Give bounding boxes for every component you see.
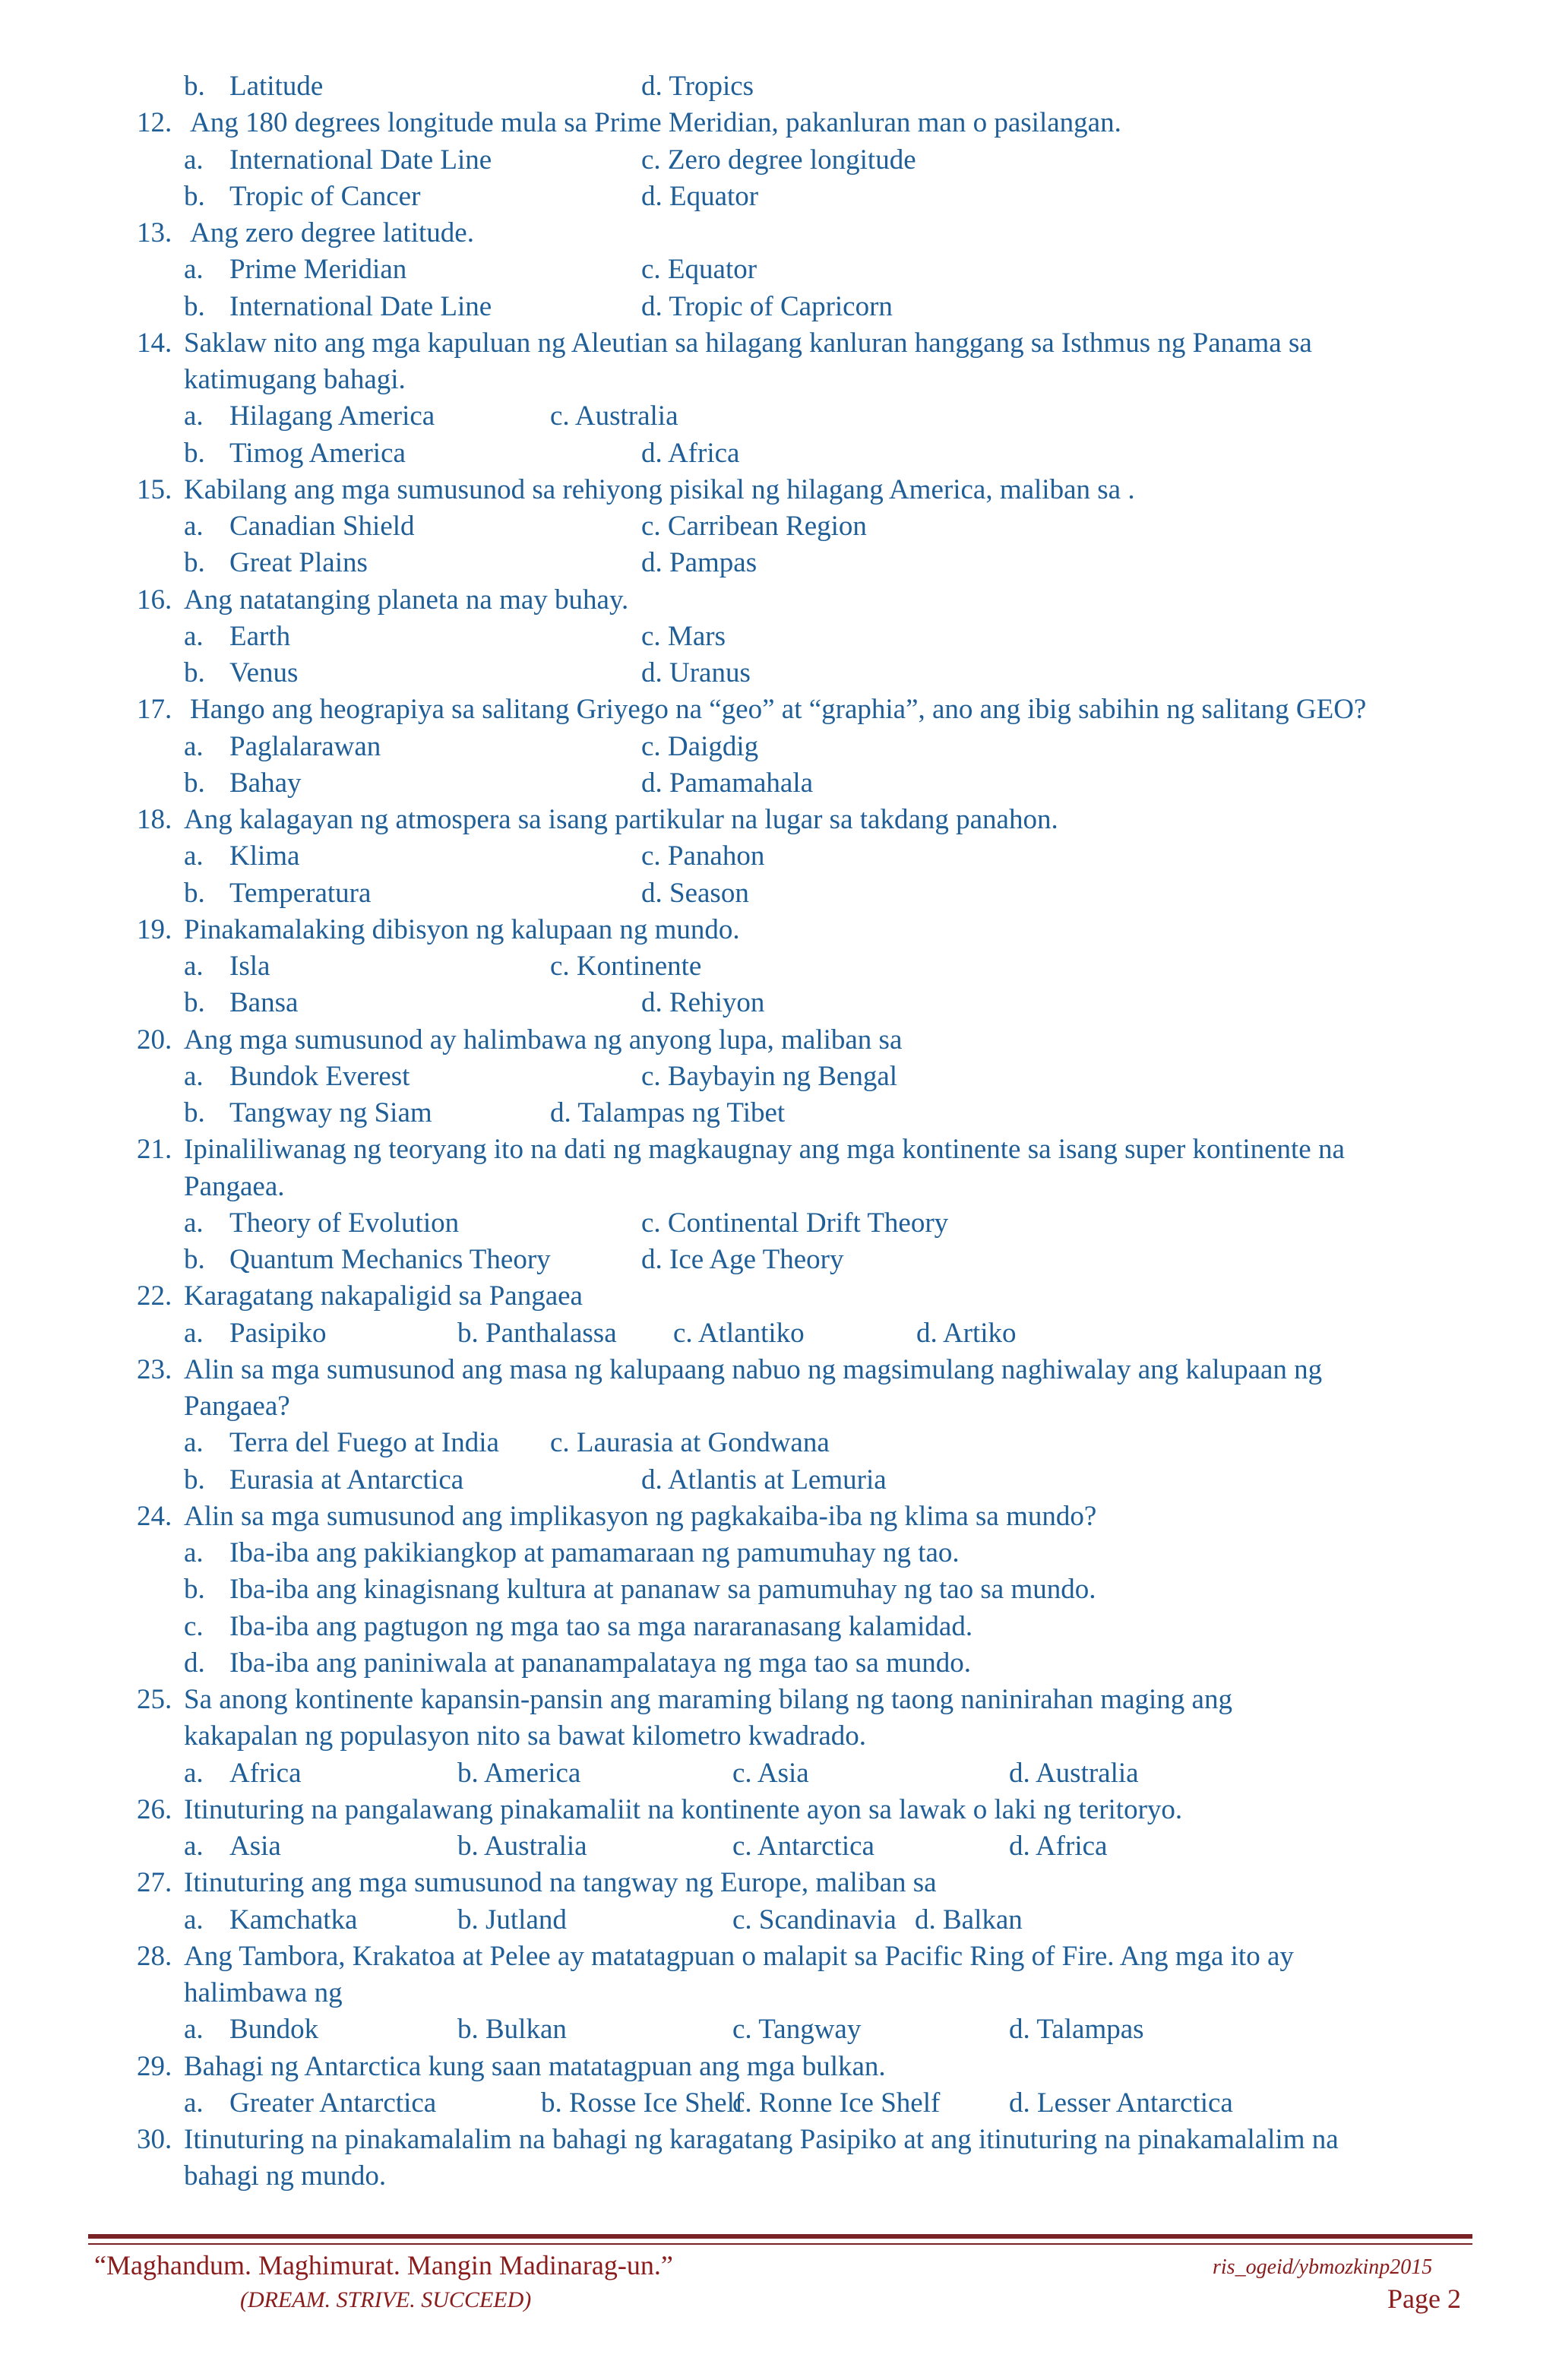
text-line: kakapalan ng populasyon nito sa bawat kilometro kwadrado.: [184, 1720, 867, 1752]
text-line: Great Plains: [229, 547, 368, 578]
text-line: Ang zero degree latitude.: [190, 217, 474, 248]
text-line: d. Rehiyon: [641, 987, 765, 1018]
footer-rule-thick: [88, 2234, 1472, 2239]
text-line: d. Talampas: [1009, 2014, 1144, 2045]
text-line: c. Carribean Region: [641, 511, 867, 542]
text-line: Greater Antarctica: [229, 2087, 437, 2119]
text-line: Pangaea?: [184, 1391, 290, 1422]
text-line: c. Asia: [732, 1758, 809, 1789]
text-line: c. Equator: [641, 254, 757, 285]
text-line: Bundok Everest: [229, 1061, 410, 1092]
text-line: c. Australia: [550, 400, 678, 432]
text-line: a.: [184, 840, 204, 872]
text-line: a.: [184, 1537, 204, 1568]
text-line: Quantum Mechanics Theory: [229, 1244, 551, 1275]
text-line: c. Kontinente: [550, 951, 702, 982]
text-line: a.: [184, 1758, 204, 1789]
text-line: a.: [184, 951, 204, 982]
text-line: Isla: [229, 951, 270, 982]
text-line: b.: [184, 547, 205, 578]
text-line: Hango ang heograpiya sa salitang Griyego na “geo” at “graphia”, ano ang ibig sabihin ng salitang GEO?: [190, 694, 1367, 725]
text-line: d. Uranus: [641, 657, 751, 688]
text-line: b. Panthalassa: [457, 1318, 617, 1349]
text-line: c.: [184, 1611, 204, 1642]
text-line: b. America: [457, 1758, 581, 1789]
text-line: c. Antarctica: [732, 1831, 874, 1862]
text-line: a.: [184, 2087, 204, 2119]
text-line: c. Panahon: [641, 840, 765, 872]
text-line: c. Laurasia at Gondwana: [550, 1427, 830, 1458]
text-line: d.: [184, 1647, 205, 1679]
text-line: d. Pamamahala: [641, 767, 814, 799]
text-line: 27.: [137, 1867, 172, 1898]
text-line: a.: [184, 1427, 204, 1458]
text-line: b. Rosse Ice Shelf: [541, 2087, 745, 2119]
footer-code: ris_ogeid/ybmozkinp2015: [1213, 2255, 1433, 2279]
text-line: d. Australia: [1009, 1758, 1139, 1789]
text-line: c. Daigdig: [641, 731, 759, 762]
text-line: 12.: [137, 107, 172, 138]
text-line: Itinuturing na pangalawang pinakamaliit na kontinente ayon sa lawak o laki ng teritoryo.: [184, 1794, 1183, 1825]
text-line: bahagi ng mundo.: [184, 2160, 387, 2192]
text-line: d. Pampas: [641, 547, 757, 578]
text-line: Ang 180 degrees longitude mula sa Prime Meridian, pakanluran man o pasilangan.: [190, 107, 1121, 138]
text-line: 14.: [137, 328, 172, 359]
text-line: Itinuturing ang mga sumusunod na tangway ng Europe, maliban sa: [184, 1867, 937, 1898]
text-line: d. Tropics: [641, 71, 754, 102]
text-line: Iba-iba ang paniniwala at pananampalataya ng mga tao sa mundo.: [229, 1647, 972, 1679]
text-line: d. Ice Age Theory: [641, 1244, 844, 1275]
text-line: Tangway ng Siam: [229, 1097, 432, 1128]
text-line: Ang natatanging planeta na may buhay.: [184, 584, 629, 616]
text-line: 20.: [137, 1024, 172, 1055]
text-line: Pangaea.: [184, 1171, 285, 1202]
text-line: d. Africa: [641, 438, 740, 469]
text-line: Temperatura: [229, 878, 372, 909]
text-line: Hilagang America: [229, 400, 435, 432]
footer-motto: “Maghandum. Maghimurat. Mangin Madinarag-un.”: [94, 2250, 673, 2280]
text-line: a.: [184, 511, 204, 542]
text-line: Bahagi ng Antarctica kung saan matatagpuan ang mga bulkan.: [184, 2051, 886, 2082]
text-line: d. Talampas ng Tibet: [550, 1097, 786, 1128]
text-line: Alin sa mga sumusunod ang masa ng kalupaang nabuo ng magsimulang naghiwalay ang kalupaan ng: [184, 1354, 1323, 1385]
text-line: b.: [184, 1464, 205, 1495]
text-line: c. Continental Drift Theory: [641, 1207, 949, 1239]
text-line: Iba-iba ang pakikiangkop at pamamaraan ng pamumuhay ng tao.: [229, 1537, 960, 1568]
text-line: c. Atlantiko: [673, 1318, 805, 1349]
text-line: Latitude: [229, 71, 324, 102]
text-line: d. Artiko: [916, 1318, 1017, 1349]
text-line: a.: [184, 254, 204, 285]
text-line: b.: [184, 1244, 205, 1275]
text-line: b. Bulkan: [457, 2014, 567, 2045]
text-line: a.: [184, 1831, 204, 1862]
text-line: Kamchatka: [229, 1904, 358, 1935]
text-line: c. Scandinavia: [732, 1904, 897, 1935]
text-line: d. Tropic of Capricorn: [641, 291, 893, 322]
text-line: a.: [184, 1318, 204, 1349]
text-line: d. Atlantis at Lemuria: [641, 1464, 887, 1495]
text-line: d. Lesser Antarctica: [1009, 2087, 1233, 2119]
text-line: a.: [184, 400, 204, 432]
text-line: Prime Meridian: [229, 254, 407, 285]
text-line: 24.: [137, 1501, 172, 1532]
text-line: b. Jutland: [457, 1904, 567, 1935]
text-line: 26.: [137, 1794, 172, 1825]
text-line: Timog America: [229, 438, 406, 469]
text-line: Bundok: [229, 2014, 319, 2045]
text-line: Venus: [229, 657, 299, 688]
text-line: a.: [184, 1207, 204, 1239]
text-line: b.: [184, 767, 205, 799]
text-line: Terra del Fuego at India: [229, 1427, 499, 1458]
text-line: 18.: [137, 804, 172, 835]
text-line: Tropic of Cancer: [229, 181, 421, 212]
footer-rule-thin: [88, 2243, 1472, 2245]
text-line: Ang mga sumusunod ay halimbawa ng anyong lupa, maliban sa: [184, 1024, 903, 1055]
text-line: 30.: [137, 2124, 172, 2155]
text-line: International Date Line: [229, 291, 492, 322]
text-line: b.: [184, 291, 205, 322]
text-line: a.: [184, 621, 204, 652]
text-line: a.: [184, 731, 204, 762]
text-line: 16.: [137, 584, 172, 616]
text-line: d. Balkan: [915, 1904, 1023, 1935]
text-line: 19.: [137, 914, 172, 945]
text-line: 13.: [137, 217, 172, 248]
text-line: 21.: [137, 1134, 172, 1165]
text-line: b.: [184, 1097, 205, 1128]
text-line: Ang Tambora, Krakatoa at Pelee ay matatagpuan o malapit sa Pacific Ring of Fire. Ang mga ito ay: [184, 1941, 1294, 1972]
text-line: b.: [184, 878, 205, 909]
text-line: Ipinaliliwanag ng teoryang ito na dati ng magkaugnay ang mga kontinente sa isang super kontinente na: [184, 1134, 1345, 1165]
text-line: b.: [184, 438, 205, 469]
text-line: Asia: [229, 1831, 281, 1862]
text-line: b.: [184, 657, 205, 688]
text-line: b.: [184, 1574, 205, 1605]
text-line: halimbawa ng: [184, 1977, 343, 2008]
text-line: 15.: [137, 474, 172, 505]
text-line: Earth: [229, 621, 291, 652]
text-line: 25.: [137, 1684, 172, 1715]
text-line: Saklaw nito ang mga kapuluan ng Aleutian sa hilagang kanluran hanggang sa Isthmus ng Panama sa: [184, 328, 1312, 359]
text-line: International Date Line: [229, 144, 492, 176]
text-line: b.: [184, 181, 205, 212]
text-line: b. Australia: [457, 1831, 587, 1862]
text-line: 29.: [137, 2051, 172, 2082]
text-line: b.: [184, 71, 205, 102]
text-line: Iba-iba ang pagtugon ng mga tao sa mga nararanasang kalamidad.: [229, 1611, 973, 1642]
text-line: Bansa: [229, 987, 299, 1018]
text-line: Klima: [229, 840, 300, 872]
text-line: d. Equator: [641, 181, 759, 212]
text-line: 23.: [137, 1354, 172, 1385]
text-line: Theory of Evolution: [229, 1207, 460, 1239]
text-line: b.: [184, 987, 205, 1018]
text-line: Itinuturing na pinakamalalim na bahagi ng karagatang Pasipiko at ang itinuturing na pinakamalalim na: [184, 2124, 1339, 2155]
text-line: a.: [184, 1061, 204, 1092]
text-line: 17.: [137, 694, 172, 725]
text-line: a.: [184, 1904, 204, 1935]
text-line: d. Africa: [1009, 1831, 1108, 1862]
text-line: Sa anong kontinente kapansin-pansin ang maraming bilang ng taong naninirahan maging ang: [184, 1684, 1232, 1715]
page-number: Page 2: [1387, 2283, 1461, 2314]
text-line: c. Ronne Ice Shelf: [732, 2087, 941, 2119]
text-line: Bahay: [229, 767, 302, 799]
text-line: Alin sa mga sumusunod ang implikasyon ng pagkakaiba-iba ng klima sa mundo?: [184, 1501, 1097, 1532]
text-line: c. Tangway: [732, 2014, 862, 2045]
text-line: a.: [184, 144, 204, 176]
text-line: Pinakamalaking dibisyon ng kalupaan ng mundo.: [184, 914, 740, 945]
text-line: 28.: [137, 1941, 172, 1972]
text-line: Paglalarawan: [229, 731, 381, 762]
text-line: c. Mars: [641, 621, 726, 652]
text-line: c. Baybayin ng Bengal: [641, 1061, 898, 1092]
footer-translation: (DREAM. STRIVE. SUCCEED): [240, 2287, 532, 2312]
text-line: Africa: [229, 1758, 302, 1789]
text-line: Eurasia at Antarctica: [229, 1464, 464, 1495]
text-line: c. Zero degree longitude: [641, 144, 916, 176]
text-line: Karagatang nakapaligid sa Pangaea: [184, 1280, 583, 1312]
text-line: katimugang bahagi.: [184, 364, 406, 395]
text-line: d. Season: [641, 878, 749, 909]
text-line: 22.: [137, 1280, 172, 1312]
text-line: Ang kalagayan ng atmospera sa isang partikular na lugar sa takdang panahon.: [184, 804, 1058, 835]
text-line: Kabilang ang mga sumusunod sa rehiyong pisikal ng hilagang America, maliban sa .: [184, 474, 1135, 505]
text-line: a.: [184, 2014, 204, 2045]
text-line: Canadian Shield: [229, 511, 415, 542]
text-line: Pasipiko: [229, 1318, 327, 1349]
text-line: Iba-iba ang kinagisnang kultura at pananaw sa pamumuhay ng tao sa mundo.: [229, 1574, 1096, 1605]
